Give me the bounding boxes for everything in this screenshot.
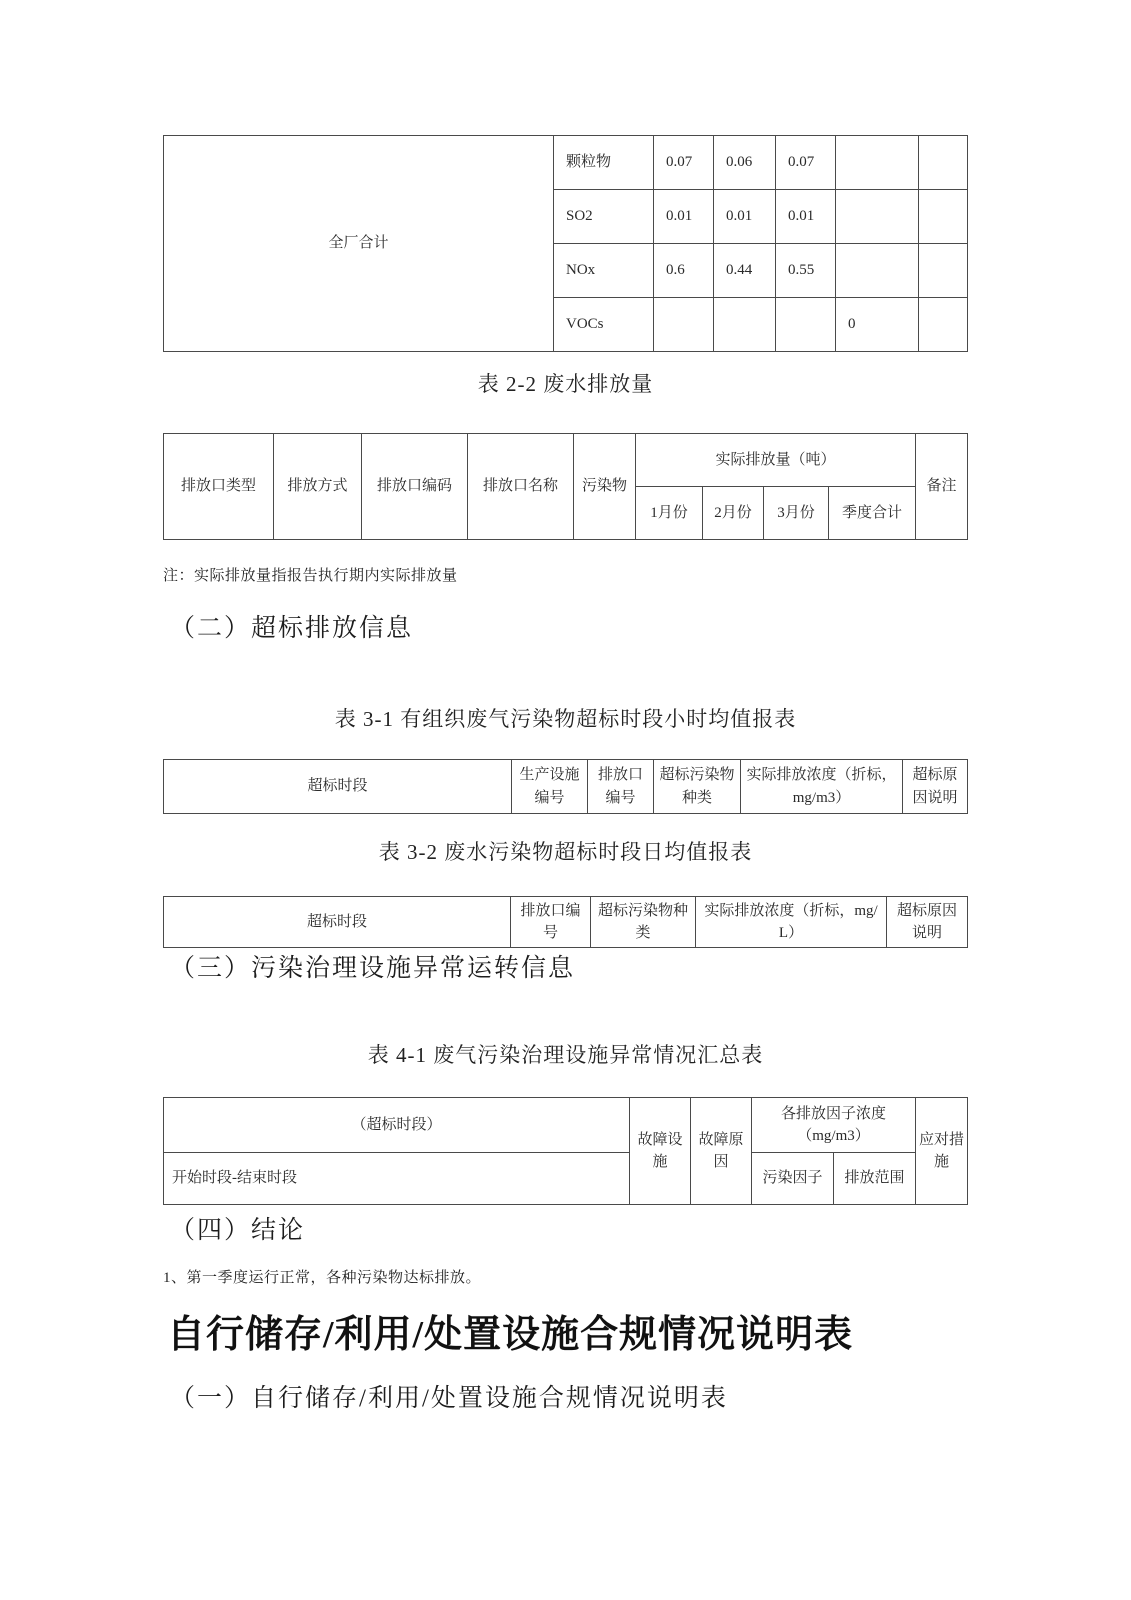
column-header-february: 2月份 — [703, 487, 764, 540]
table-note: 注：实际排放量指报告执行期内实际排放量 — [163, 568, 458, 584]
value-cell — [714, 298, 776, 352]
treatment-facility-abnormal-summary-table — [163, 1097, 968, 1205]
section-heading-abnormal-operation: （三）污染治理设施异常运转信息 — [170, 955, 576, 982]
column-header-pollutant-type: 超标污染物种类 — [654, 760, 741, 814]
column-header-factor-concentration-group: 各排放因子浓度（mg/m3） — [752, 1098, 916, 1153]
table-3-1-title: 表 3-1 有组织废气污染物超标时段小时均值报表 — [334, 707, 797, 731]
value-cell — [776, 298, 836, 352]
wastewater-exceedance-daily-table — [163, 896, 968, 948]
column-header-march: 3月份 — [764, 487, 829, 540]
column-header-outlet-no: 排放口编号 — [511, 897, 591, 948]
value-cell — [836, 244, 919, 298]
column-header-fault-reason: 故障原因 — [691, 1098, 752, 1205]
column-header-discharge-range: 排放范围 — [834, 1153, 916, 1205]
value-cell: 0.44 — [714, 244, 776, 298]
remark-cell — [919, 244, 968, 298]
table-4-1-title: 表 4-1 废气污染治理设施异常情况汇总表 — [367, 1043, 764, 1067]
column-header-outlet-code: 排放口编码 — [362, 434, 468, 540]
column-header-concentration: 实际排放浓度（折标，mg/L） — [696, 897, 887, 948]
table-2-2-title: 表 2-2 废水排放量 — [477, 372, 654, 396]
chapter-title: 自行储存/利用/处置设施合规情况说明表 — [167, 1314, 854, 1356]
value-cell: 0.01 — [714, 190, 776, 244]
pollutant-cell: VOCs — [554, 298, 654, 352]
pollutant-cell: SO2 — [554, 190, 654, 244]
value-cell: 0.55 — [776, 244, 836, 298]
value-cell — [654, 298, 714, 352]
column-header-actual-amount-group: 实际排放量（吨） — [636, 434, 916, 487]
column-header-remark: 备注 — [916, 434, 968, 540]
column-header-pollutant: 污染物 — [574, 434, 636, 540]
column-header-outlet-no: 排放口编号 — [588, 760, 654, 814]
column-header-outlet-name: 排放口名称 — [468, 434, 574, 540]
table-header-row — [164, 434, 968, 487]
column-header-exceed-reason: 超标原因说明 — [887, 897, 968, 948]
column-header-exceed-reason: 超标原因说明 — [903, 760, 968, 814]
table-3-2-title: 表 3-2 废水污染物超标时段日均值报表 — [378, 840, 753, 864]
value-cell — [836, 136, 919, 190]
column-header-exceed-period: （超标时段） — [164, 1098, 630, 1153]
section-heading-exceedance-info: （二）超标排放信息 — [170, 615, 414, 642]
waste-gas-exceedance-hourly-table — [163, 759, 968, 814]
value-cell: 0.01 — [654, 190, 714, 244]
column-header-discharge-mode: 排放方式 — [274, 434, 362, 540]
value-cell: 0.01 — [776, 190, 836, 244]
wastewater-discharge-table — [163, 433, 968, 540]
section-heading-conclusion: （四）结论 — [170, 1217, 306, 1244]
value-cell: 0.07 — [654, 136, 714, 190]
column-header-pollutant-type: 超标污染物种类 — [591, 897, 696, 948]
conclusion-text: 1、第一季度运行正常，各种污染物达标排放。 — [163, 1270, 482, 1286]
remark-cell — [919, 136, 968, 190]
plant-total-label-cell: 全厂合计 — [164, 136, 554, 352]
value-cell: 0.07 — [776, 136, 836, 190]
remark-cell — [919, 298, 968, 352]
table-subheader-row — [164, 1153, 968, 1205]
value-cell — [836, 190, 919, 244]
table-header-row — [164, 897, 968, 948]
column-header-fault-facility: 故障设施 — [630, 1098, 691, 1205]
column-header-outlet-type: 排放口类型 — [164, 434, 274, 540]
remark-cell — [919, 190, 968, 244]
value-cell: 0 — [836, 298, 919, 352]
pollutant-cell: NOx — [554, 244, 654, 298]
section-heading-self-storage: （一）自行储存/利用/处置设施合规情况说明表 — [170, 1385, 728, 1412]
table-row — [164, 136, 968, 190]
column-header-exceed-period: 超标时段 — [164, 897, 511, 948]
column-header-january: 1月份 — [636, 487, 703, 540]
column-header-exceed-period: 超标时段 — [164, 760, 512, 814]
value-cell: 0.06 — [714, 136, 776, 190]
column-header-pollution-factor: 污染因子 — [752, 1153, 834, 1205]
pollutant-cell: 颗粒物 — [554, 136, 654, 190]
column-header-start-end-period: 开始时段-结束时段 — [164, 1153, 630, 1205]
column-header-quarter-total: 季度合计 — [829, 487, 916, 540]
column-header-facility-no: 生产设施编号 — [512, 760, 588, 814]
plant-total-emissions-table — [163, 135, 968, 352]
column-header-response-measures: 应对措施 — [916, 1098, 968, 1205]
table-header-row — [164, 1098, 968, 1153]
table-header-row — [164, 760, 968, 814]
value-cell: 0.6 — [654, 244, 714, 298]
column-header-concentration: 实际排放浓度（折标，mg/m3） — [741, 760, 903, 814]
